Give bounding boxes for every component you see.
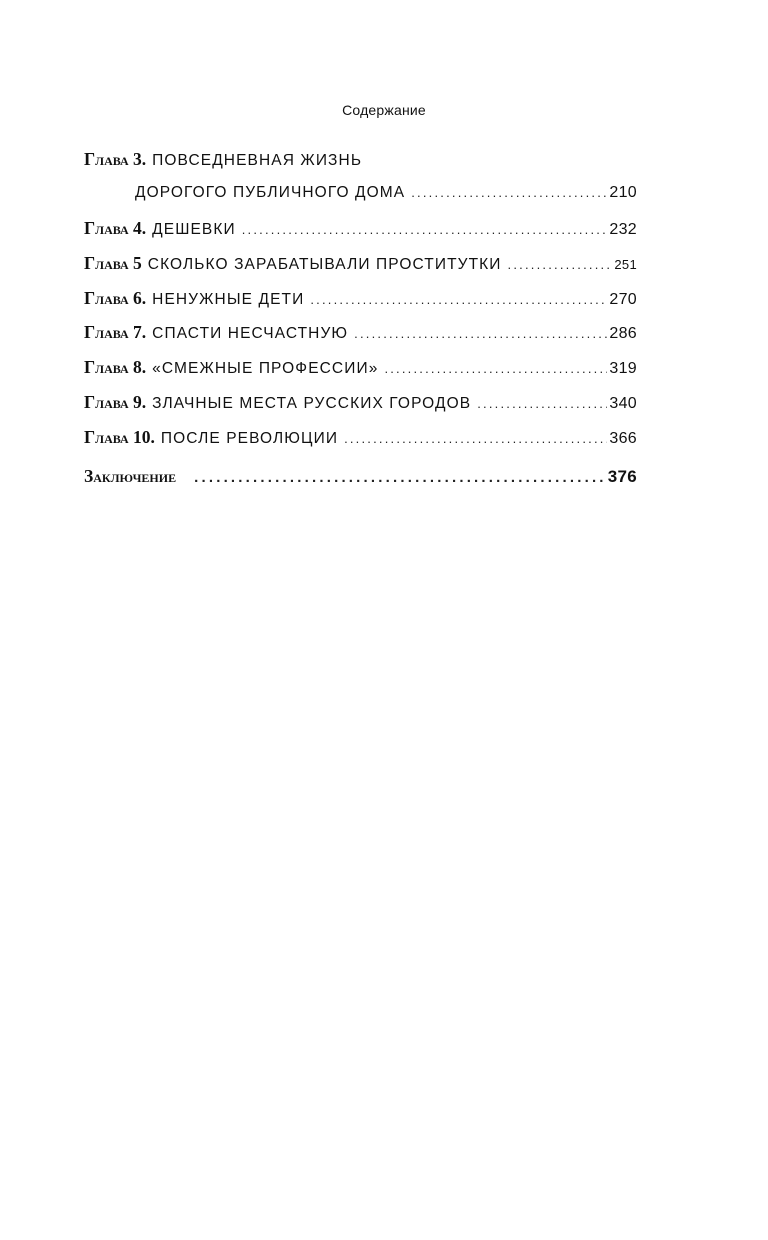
dot-leader — [411, 185, 607, 200]
running-head: Содержание — [342, 102, 426, 118]
page-number: 286 — [609, 325, 637, 343]
page-number: 366 — [609, 429, 637, 447]
dot-leader — [310, 292, 607, 307]
toc-entry-chapter-6 — [84, 288, 637, 323]
page-number: 319 — [609, 360, 637, 378]
conclusion-label: Заключение — [84, 466, 177, 487]
toc-entry-chapter-4 — [84, 218, 637, 253]
chapter-label: Глава 6. — [84, 287, 147, 308]
page-number: 251 — [614, 257, 637, 273]
toc-entry-chapter-10 — [84, 427, 637, 462]
chapter-title: ПОСЛЕ РЕВОЛЮЦИИ — [160, 429, 339, 447]
chapter-title: НЕНУЖНЫЕ ДЕТИ — [152, 290, 305, 308]
dot-leader — [384, 361, 607, 376]
page-number: 376 — [607, 467, 637, 487]
dot-leader — [242, 222, 608, 237]
toc-entry-chapter-8 — [84, 357, 637, 392]
page-number: 340 — [609, 394, 637, 412]
toc-entry-chapter-3-continued — [84, 184, 637, 219]
page-number: 270 — [609, 290, 637, 308]
dot-leader — [344, 431, 607, 446]
toc-entry-chapter-5 — [84, 253, 637, 288]
chapter-label: Глава 9. — [84, 391, 147, 412]
toc-entry-chapter-9 — [84, 392, 637, 427]
toc-entry-chapter-7 — [84, 322, 637, 357]
page-number: 210 — [609, 183, 637, 201]
chapter-label: Глава 10. — [84, 426, 155, 447]
toc-entry-conclusion — [84, 466, 637, 501]
chapter-label: Глава 8. — [84, 357, 147, 378]
table-of-contents — [84, 149, 637, 501]
chapter-title: СКОЛЬКО ЗАРАБАТЫВАЛИ ПРОСТИТУТКИ — [147, 256, 502, 274]
chapter-label: Глава 7. — [84, 322, 147, 343]
chapter-title: «СМЕЖНЫЕ ПРОФЕССИИ» — [152, 360, 379, 378]
dot-leader — [508, 257, 613, 272]
chapter-label: Глава 5 — [84, 253, 142, 274]
dot-leader — [354, 326, 607, 341]
chapter-title: ПОВСЕДНЕВНАЯ ЖИЗНЬ — [152, 152, 363, 169]
page-number: 232 — [609, 221, 637, 239]
chapter-title: ЗЛАЧНЫЕ МЕСТА РУССКИХ ГОРОДОВ — [152, 394, 472, 412]
dot-leader — [477, 396, 607, 411]
chapter-title: ДОРОГОГО ПУБЛИЧНОГО ДОМА — [135, 183, 406, 201]
chapter-label: Глава 3. — [84, 149, 147, 169]
chapter-title: ДЕШЕВКИ — [152, 221, 236, 239]
chapter-label: Глава 4. — [84, 218, 147, 239]
chapter-title: СПАСТИ НЕСЧАСТНУЮ — [152, 325, 349, 343]
dot-leader — [194, 469, 606, 486]
toc-entry-chapter-3 — [84, 149, 637, 184]
